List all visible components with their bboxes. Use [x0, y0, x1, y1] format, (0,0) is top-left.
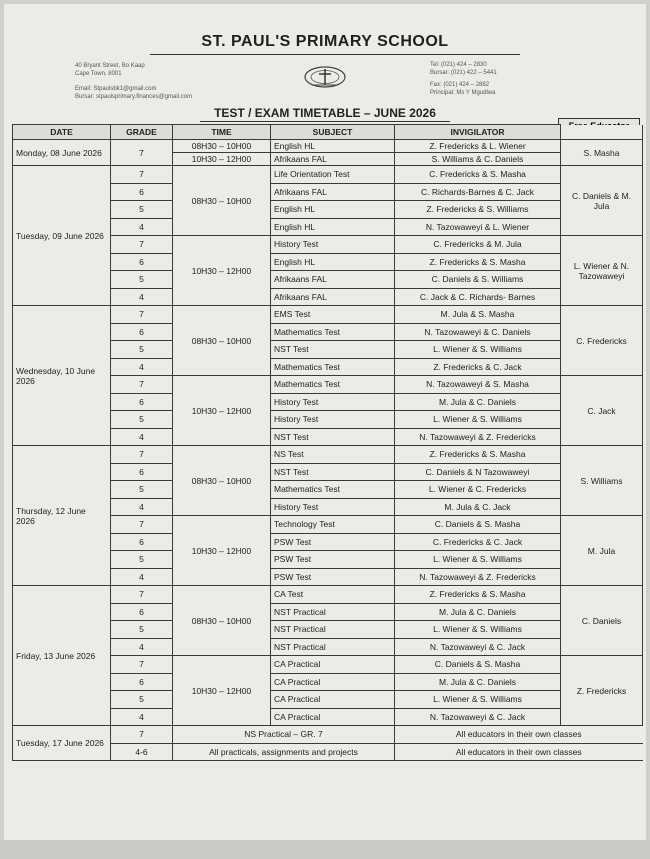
grade-cell: 4 [111, 288, 173, 306]
invigilator-cell: N. Tazowaweyi & Z. Fredericks [395, 428, 561, 446]
invigilator-cell: Z. Fredericks & S. Masha [395, 253, 561, 271]
grade-cell: 5 [111, 201, 173, 219]
invigilator-cell: N. Tazowaweyi & S. Masha [395, 376, 561, 394]
subject-cell: Mathematics Test [271, 358, 395, 376]
header-divider [150, 54, 520, 55]
free-educator-cell: C. Daniels & M. Jula [561, 166, 643, 236]
invigilator-cell: C. Daniels & S. Masha [395, 656, 561, 674]
invigilator-cell: L. Wiener & S. Williams [395, 341, 561, 359]
subject-cell: PSW Test [271, 533, 395, 551]
subject-cell: NST Test [271, 463, 395, 481]
time-cell: 10H30 – 12H00 [173, 656, 271, 726]
address-line-1: 40 Bryant Street, Bo Kaap [75, 63, 145, 69]
time-cell: 10H30 – 12H00 [173, 376, 271, 446]
email-line-1: Email: Stpaulsbk1@gmail.com [75, 86, 157, 92]
grade-cell: 6 [111, 673, 173, 691]
subject-cell: History Test [271, 411, 395, 429]
invigilator-cell: L. Wiener & S. Williams [395, 411, 561, 429]
subject-cell: CA Practical [271, 673, 395, 691]
invigilator-cell: L. Wiener & C. Fredericks [395, 481, 561, 499]
invigilator-cell: L. Wiener & S. Williams [395, 691, 561, 709]
grade-cell: 7 [111, 516, 173, 534]
email-line-2: Bursar: stpaulsprimary.finances@gmail.com [75, 94, 193, 100]
date-cell: Wednesday, 10 June 2026 [13, 306, 111, 446]
grade-cell: 7 [111, 166, 173, 184]
subject-cell: English HL [271, 253, 395, 271]
invigilator-cell: C. Daniels & S. Masha [395, 516, 561, 534]
subject-cell: CA Practical [271, 708, 395, 726]
activity-cell: NS Practical – GR. 7 [173, 726, 395, 744]
grade-cell: 4 [111, 568, 173, 586]
grade-cell: 7 [111, 306, 173, 324]
grade-cell: 4 [111, 638, 173, 656]
invigilator-cell: Z. Fredericks & L. Wiener [395, 140, 561, 153]
subject-cell: Afrikaans FAL [271, 183, 395, 201]
subject-cell: PSW Test [271, 568, 395, 586]
invigilator-cell: L. Wiener & S. Williams [395, 551, 561, 569]
time-cell: 10H30 – 12H00 [173, 236, 271, 306]
invigilator-cell: Z. Fredericks & S. Masha [395, 586, 561, 604]
invigilator-cell: M. Jula & C. Daniels [395, 603, 561, 621]
table-row [13, 306, 643, 324]
invigilator-cell: N. Tazowaweyi & L. Wiener [395, 218, 561, 236]
subject-cell: English HL [271, 218, 395, 236]
column-header-date: DATE [13, 125, 111, 140]
date-cell: Tuesday, 17 June 2026 [13, 726, 111, 761]
free-educator-cell: C. Daniels [561, 586, 643, 656]
table-header-row [13, 125, 643, 140]
grade-cell: 7 [111, 446, 173, 464]
invigilator-cell: Z. Fredericks & C. Jack [395, 358, 561, 376]
invigilator-cell: M. Jula & S. Masha [395, 306, 561, 324]
column-header-time: TIME [173, 125, 271, 140]
free-educator-cell: S. Masha [561, 140, 643, 166]
invigilator-cell: C. Daniels & S. Williams [395, 271, 561, 289]
grade-cell: 5 [111, 341, 173, 359]
grade-cell: 6 [111, 533, 173, 551]
free-educator-cell: S. Williams [561, 446, 643, 516]
grade-cell: 4-6 [111, 743, 173, 761]
subject-cell: PSW Test [271, 551, 395, 569]
time-cell: 08H30 – 10H00 [173, 140, 271, 153]
time-cell: 10H30 – 12H00 [173, 516, 271, 586]
subject-cell: Mathematics Test [271, 323, 395, 341]
subject-cell: Afrikaans FAL [271, 288, 395, 306]
invigilator-cell: Z. Fredericks & S. Williams [395, 201, 561, 219]
table-row [13, 586, 643, 604]
invigilator-cell: C. Fredericks & M. Jula [395, 236, 561, 254]
date-cell: Thursday, 12 June 2026 [13, 446, 111, 586]
free-educator-cell: L. Wiener & N. Tazowaweyi [561, 236, 643, 306]
grade-cell: 5 [111, 551, 173, 569]
table-row [13, 726, 643, 744]
grade-cell: 7 [111, 586, 173, 604]
time-cell: 08H30 – 10H00 [173, 306, 271, 376]
subject-cell: English HL [271, 140, 395, 153]
invigilator-cell: M. Jula & C. Jack [395, 498, 561, 516]
subject-cell: CA Test [271, 586, 395, 604]
invigilator-cell: N. Tazowaweyi & Z. Fredericks [395, 568, 561, 586]
time-cell: 08H30 – 10H00 [173, 446, 271, 516]
subject-cell: Afrikaans FAL [271, 153, 395, 166]
activity-cell: All practicals, assignments and projects [173, 743, 395, 761]
invigilator-cell: C. Daniels & N Tazowaweyi [395, 463, 561, 481]
subject-cell: Technology Test [271, 516, 395, 534]
grade-cell: 6 [111, 463, 173, 481]
grade-cell: 7 [111, 140, 173, 166]
grade-cell: 6 [111, 603, 173, 621]
invigilator-cell: C. Jack & C. Richards- Barnes [395, 288, 561, 306]
grade-cell: 7 [111, 376, 173, 394]
time-cell: 08H30 – 10H00 [173, 586, 271, 656]
column-header-invigilator: INVIGILATOR [395, 125, 561, 140]
grade-cell: 6 [111, 253, 173, 271]
subject-cell: NST Practical [271, 603, 395, 621]
invigilator-cell: M. Jula & C. Daniels [395, 673, 561, 691]
grade-cell: 4 [111, 498, 173, 516]
subject-cell: CA Practical [271, 691, 395, 709]
free-educator-cell: M. Jula [561, 516, 643, 586]
invigilator-cell: Z. Fredericks & S. Masha [395, 446, 561, 464]
title-underline [200, 121, 450, 122]
subject-cell: CA Practical [271, 656, 395, 674]
grade-cell: 7 [111, 656, 173, 674]
date-cell: Monday, 08 June 2026 [13, 140, 111, 166]
exam-timetable [12, 124, 643, 761]
invigilator-cell: C. Richards-Barnes & C. Jack [395, 183, 561, 201]
time-cell: 08H30 – 10H00 [173, 166, 271, 236]
subject-cell: Mathematics Test [271, 481, 395, 499]
subject-cell: NST Test [271, 428, 395, 446]
invigilator-cell: N. Tazowaweyi & C. Jack [395, 638, 561, 656]
subject-cell: Afrikaans FAL [271, 271, 395, 289]
grade-cell: 5 [111, 481, 173, 499]
table-row [13, 140, 643, 153]
principal-line: Principal: Ms Y Mgudlwa [430, 90, 496, 96]
timetable-title: TEST / EXAM TIMETABLE – JUNE 2026 [214, 106, 436, 120]
note-cell: All educators in their own classes [395, 726, 643, 744]
subject-cell: EMS Test [271, 306, 395, 324]
school-crest-icon [303, 64, 347, 90]
column-header-grade: GRADE [111, 125, 173, 140]
fax-line: Fax: (021) 424 – 2882 [430, 82, 490, 88]
invigilator-cell: C. Fredericks & S. Masha [395, 166, 561, 184]
table-row [13, 446, 643, 464]
subject-cell: NST Practical [271, 638, 395, 656]
subject-cell: History Test [271, 498, 395, 516]
subject-cell: Life Orientation Test [271, 166, 395, 184]
grade-cell: 6 [111, 183, 173, 201]
table-row [13, 166, 643, 184]
invigilator-cell: M. Jula & C. Daniels [395, 393, 561, 411]
date-cell: Friday, 13 June 2026 [13, 586, 111, 726]
invigilator-cell: C. Fredericks & C. Jack [395, 533, 561, 551]
grade-cell: 6 [111, 323, 173, 341]
school-name: ST. PAUL'S PRIMARY SCHOOL [201, 33, 449, 50]
grade-cell: 5 [111, 271, 173, 289]
date-cell: Tuesday, 09 June 2026 [13, 166, 111, 306]
free-educator-cell: Z. Fredericks [561, 656, 643, 726]
subject-cell: NST Test [271, 341, 395, 359]
grade-cell: 4 [111, 358, 173, 376]
invigilator-cell: N. Tazowaweyi & C. Daniels [395, 323, 561, 341]
grade-cell: 4 [111, 708, 173, 726]
free-educator-cell: C. Fredericks [561, 306, 643, 376]
subject-cell: NS Test [271, 446, 395, 464]
subject-cell: History Test [271, 393, 395, 411]
note-cell: All educators in their own classes [395, 743, 643, 761]
invigilator-cell: S. Williams & C. Daniels [395, 153, 561, 166]
invigilator-cell: N. Tazowaweyi & C. Jack [395, 708, 561, 726]
grade-cell: 5 [111, 411, 173, 429]
invigilator-cell: L. Wiener & S. Williams [395, 621, 561, 639]
grade-cell: 7 [111, 726, 173, 744]
free-educator-cell: C. Jack [561, 376, 643, 446]
column-header-free-educator [561, 125, 643, 140]
grade-cell: 7 [111, 236, 173, 254]
grade-cell: 6 [111, 393, 173, 411]
column-header-subject: SUBJECT [271, 125, 395, 140]
address-line-2: Cape Town, 8001 [75, 71, 122, 77]
subject-cell: NST Practical [271, 621, 395, 639]
tel-line: Tel: (021) 424 – 2830 [430, 62, 487, 68]
grade-cell: 5 [111, 691, 173, 709]
grade-cell: 5 [111, 621, 173, 639]
grade-cell: 4 [111, 428, 173, 446]
subject-cell: History Test [271, 236, 395, 254]
time-cell: 10H30 – 12H00 [173, 153, 271, 166]
grade-cell: 4 [111, 218, 173, 236]
subject-cell: Mathematics Test [271, 376, 395, 394]
bursar-tel-line: Bursar: (021) 422 – 5441 [430, 70, 497, 76]
page-bottom-edge [0, 840, 650, 859]
subject-cell: English HL [271, 201, 395, 219]
